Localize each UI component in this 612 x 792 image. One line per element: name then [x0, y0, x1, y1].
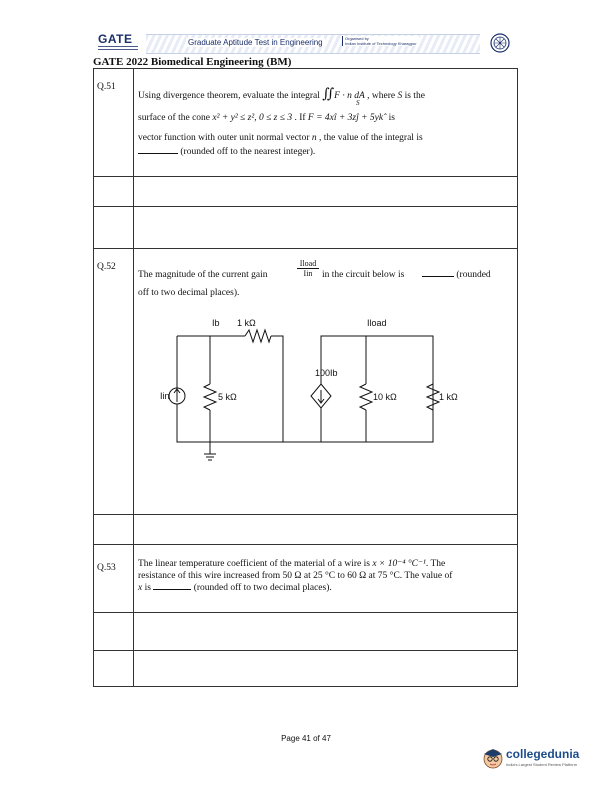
label-r-mid: 10 kΩ [373, 392, 397, 402]
label-iload: Iload [367, 318, 387, 328]
q51-text-part: vector function with outer unit normal vector [138, 133, 312, 143]
q51-text-part: is [386, 113, 395, 123]
q53-text-part: The linear temperature coefficient of the material of a wire is [138, 559, 373, 569]
page-number: Page 41 of 47 [281, 734, 331, 743]
label-r-series: 1 kΩ [237, 318, 256, 328]
temperature-coefficient: x × 10⁻⁴ °C⁻¹ [372, 559, 426, 569]
row-divider [93, 612, 518, 613]
brand-tagline: India's Largest Student Review Platform [506, 762, 578, 767]
q51-text-part: , the value of the integral is [316, 133, 423, 143]
q51-text-part: Using divergence theorem, evaluate the integral [138, 91, 323, 101]
header-banner [146, 34, 480, 54]
row-divider [93, 248, 518, 249]
answer-blank [422, 268, 491, 282]
banner-organiser [342, 36, 419, 46]
integral-symbol: ∬ [322, 87, 335, 102]
fraction-numerator: Iload [297, 259, 319, 269]
label-dependent-source: 100Ib [315, 368, 338, 378]
cone-equation: x² + y² ≤ z², 0 ≤ z ≤ 3 [212, 113, 293, 123]
variable-x: x [138, 583, 143, 593]
ground-icon [204, 454, 216, 460]
row-divider [93, 650, 518, 651]
brand-name: collegedunia [506, 747, 580, 761]
question-51-text [138, 88, 513, 159]
integrand: F · n dA [334, 91, 365, 101]
surface-variable: S [397, 91, 403, 101]
normal-vector: n [311, 133, 317, 143]
q53-text-part: (rounded off to two decimal places). [191, 583, 332, 593]
q51-text-part: (rounded off to the nearest integer). [178, 147, 316, 157]
q53-text-part: . The [425, 559, 446, 569]
label-r-shunt: 5 kΩ [218, 392, 237, 402]
q53-line-2: resistance of this wire increased from 50 Ω at 25 °C to 60 Ω at 75 °C. The value of [138, 571, 453, 581]
q51-text-part: , where [364, 91, 398, 101]
wire [321, 336, 433, 442]
row-divider [93, 206, 518, 207]
q51-text-part: is the [402, 91, 425, 101]
q51-line-2 [138, 111, 513, 125]
q52-text-part: in the circuit below is [322, 270, 405, 280]
q53-text-part: is [142, 583, 151, 593]
q51-text-part: surface of the cone [138, 113, 213, 123]
row-divider [93, 514, 518, 515]
integral-subscript: S [356, 99, 360, 107]
banner-title: Graduate Aptitude Test in Engineering [188, 38, 323, 47]
label-r-load: 1 kΩ [439, 392, 458, 402]
answer-blank [138, 153, 178, 154]
q51-text-part: . If [292, 113, 308, 123]
resistor-5k [204, 384, 216, 410]
mascot-icon [482, 746, 504, 770]
resistor-10k [360, 384, 372, 410]
circuit-diagram [133, 314, 518, 464]
current-gain-fraction [297, 259, 319, 278]
question-number: Q.52 [97, 262, 116, 272]
q53-line-3 [138, 582, 513, 594]
collegedunia-logo [482, 746, 582, 772]
organised-by-label: Organised by [345, 36, 369, 41]
label-iin: Iin [160, 391, 170, 401]
question-52-text [138, 260, 513, 300]
question-53-text [138, 558, 513, 594]
q53-line-1 [138, 558, 513, 570]
question-number: Q.51 [97, 82, 116, 92]
blank-line [422, 276, 454, 277]
resistor-1k-series [245, 330, 271, 342]
label-ib: Ib [212, 318, 220, 328]
fraction-denominator: Iin [303, 269, 313, 278]
question-table [93, 68, 518, 687]
row-divider [93, 544, 518, 545]
wire [177, 336, 283, 442]
q52-line-1 [138, 260, 513, 284]
gate-logo [96, 32, 142, 54]
answer-blank [153, 589, 191, 590]
iit-emblem-icon [490, 32, 510, 54]
gate-logo-text: GATE [98, 32, 133, 46]
row-divider [93, 176, 518, 177]
page-header [96, 32, 516, 54]
question-number: Q.53 [97, 563, 116, 573]
q51-line-4 [138, 145, 513, 159]
q52-line-2: off to two decimal places). [138, 288, 240, 298]
institute-name: Indian Institute of Technology Kharagpur [345, 41, 417, 46]
q52-text-part: The magnitude of the current gain [138, 270, 268, 280]
gate-logo-lines [98, 46, 138, 52]
vector-field: F = 4xî + 3zĵ + 5ykˆ [307, 113, 387, 123]
q51-line-3 [138, 131, 513, 145]
paper-title: GATE 2022 Biomedical Engineering (BM) [93, 56, 292, 68]
q52-text-part: (rounded [454, 270, 491, 280]
